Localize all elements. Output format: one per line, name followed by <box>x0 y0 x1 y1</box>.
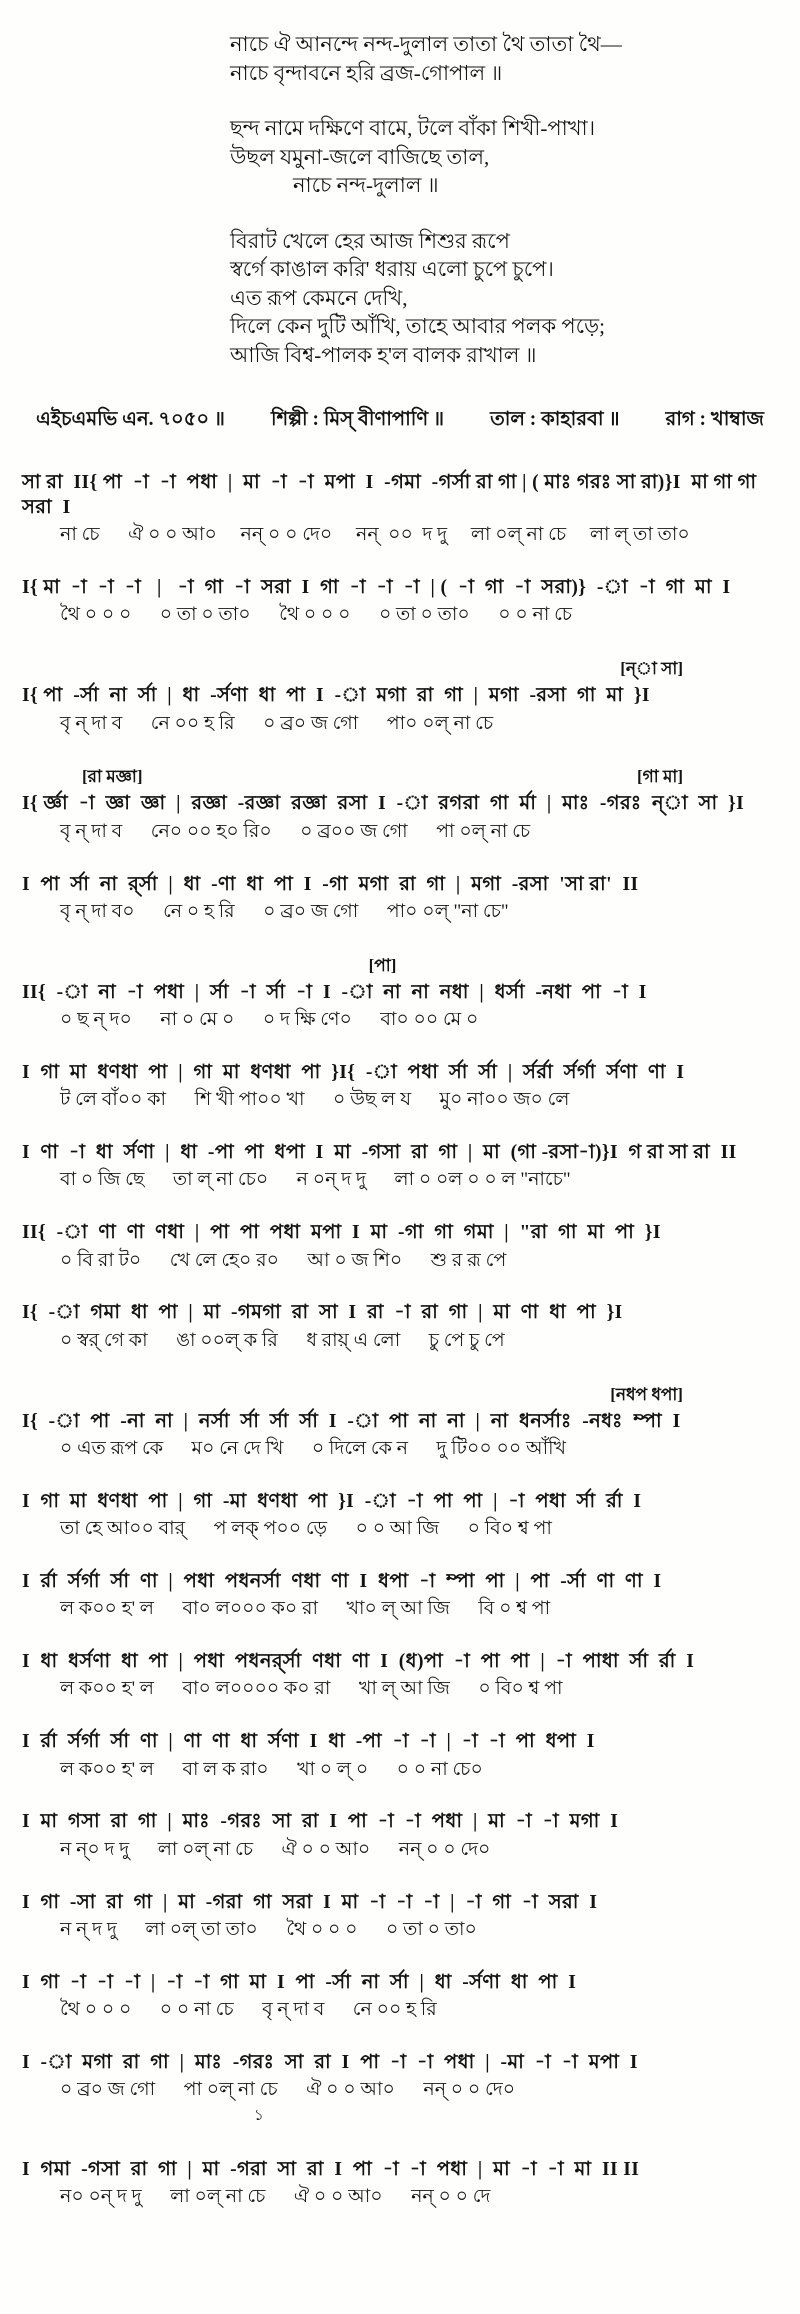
lyric-syllables-line: বৃ ন্ দা ব নে০ ০০ হ০ রি০ ০ ব্র০০ জ গো পা ০ল্ না চে <box>60 820 531 842</box>
record-info-line <box>36 405 764 437</box>
lyric-syllables-line: ট লে বাঁ০০ কা শি খী পা০০ খা ০ উছ ল য মু০ না০০ জ০ লে <box>60 1089 570 1111</box>
lyric-syllables-line: বৃ ন্ দা ব০ নে ০ হ রি ০ ব্র০ জ গো পা০ ০ল্ "না চে" <box>60 900 509 922</box>
lyric-line: স্বর্গে কাঙাল করি' ধরায় এলো চুপে চুপে। <box>230 257 554 282</box>
sargam-notes-line: I র্রা র্সর্গা র্সা ণা | ণা ণা ধা র্সণা I ধা -পা -া -া | -া -া পা ধপা I <box>22 1731 595 1753</box>
lyric-syllables-line: ল ক০০ হ' ল বা০ ল০০০০ ক০ রা খা ল্ আ জি ০ বি০ শ্ব পা <box>60 1678 563 1700</box>
octave-label: [নধপ ধপা] <box>610 1384 683 1404</box>
lyric-syllables-line: ল ক০০ হ' ল বা ল ক রা০ খা ০ ল্ ০ ০ ০ না চে০ <box>60 1758 483 1780</box>
sargam-notes-line: I{ র্জ্ঞা -া জ্ঞা জ্ঞা | রজ্ঞা -রজ্ঞা রজ্ঞা রসা I -া রগরা গা র্মা | মাঃ -গরঃ ন্া সা }I <box>22 793 745 815</box>
sargam-notes-line: I{ পা -র্সা না র্সা | ধা -র্সণা ধা পা I -া মগা রা গা | মগা -রসা গা মা }I <box>22 685 650 707</box>
lyric-line: ছন্দ নামে দক্ষিণে বামে, টলে বাঁকা শিখী-পাখা। <box>230 116 596 141</box>
notation-row <box>22 471 778 547</box>
sargam-notes-line: I গা মা ধণধা পা | গা মা ধণধা পা }I{ -া পধা র্সা র্সা | র্সর্রা র্সর্গা র্সণা ণা I <box>22 1061 685 1083</box>
sargam-notes-line: I গা -সা রা গা | মা -গরা গা সরা I মা -া -া -া | -া গা -া সরা I <box>22 1891 598 1913</box>
sargam-notes-line: I -া মগা রা গা | মাঃ -গরঃ সা রা I পা -া -া পধা | -মা -া -া মপা I <box>22 2051 638 2073</box>
sargam-notes-line: I পা র্সা না র্র্সা | ধা -ণা ধা পা I -গা মগা রা গা | মগা -রসা 'সা রা' II <box>22 873 639 895</box>
lyric-syllables-line: ন ন্০ দ দু লা ০ল্ না চে ঐ ০ ০ আ০ নন্ ০ ০ দে০ <box>60 1838 491 1860</box>
notation-row <box>22 2158 778 2209</box>
notation-row <box>22 1382 778 1461</box>
octave-label: [পা] <box>368 955 397 975</box>
taal-name: তাল : কাহারবা ॥ <box>490 409 620 431</box>
lyric-line: এত রূপ কেমনে দেখি, <box>230 285 408 310</box>
lyric-syllables-line: বা ০ জি ছে তা ল্ না চে০ ন ০ন্ দ দু লা ০ ০ল ০ ০ ল "নাচে" <box>60 1169 571 1191</box>
octave-label: [গা মা] <box>636 767 683 787</box>
sargam-notes-line: সা রা II{ পা -া -া পধা | মা -া -া মপা I -গমা -গর্সা রা গা | ( মাঃ গরঃ সা রা)}I মা গা গা সরা I <box>22 472 762 518</box>
stanza <box>230 227 778 370</box>
sargam-notes-line: I গমা -গসা রা গা | মা -গরা সা রা I পা -া -া পধা | মা -া -া মা II II <box>22 2159 640 2181</box>
lyric-syllables-line: থৈ ০ ০ ০ ০ ০ না চে বৃ ন্ দা ব নে ০০ হ রি <box>60 1999 437 2021</box>
sargam-notes-line: I মা গসা রা গা | মাঃ -গরঃ সা রা I পা -া -া পধা | মা -া -া মগা I <box>22 1811 619 1833</box>
lyric-line: উছল যমুনা-জলে বাজিছে তাল, <box>230 144 490 169</box>
lyric-syllables-line: ন ন্ দ দু লা ০ল্ তা তা০ থৈ ০ ০ ০ ০ তা ০ তা০ <box>60 1918 477 1940</box>
raag-name: রাগ : খাম্বাজ <box>665 409 764 431</box>
notation-row <box>22 2051 778 2129</box>
notation-row <box>22 1650 778 1701</box>
notation-row <box>22 1570 778 1621</box>
notation-row <box>22 764 778 843</box>
sargam-notes-line: I{ -া গমা ধা পা | মা -গমগা রা সা I রা -া রা গা | মা ণা ধা পা }I <box>22 1302 623 1324</box>
notation-row <box>22 953 778 1032</box>
footnote-mark: ১ <box>254 2108 264 2125</box>
notation-row <box>22 576 778 627</box>
lyric-syllables-line: ন০ ০ন্ দ দু লা ০ল্ না চে ঐ ০ ০ আ০ নন্ ০ ০ দে <box>60 2186 491 2208</box>
sargam-notes-line: I{ -া পা -না না | নর্সা র্সা র্সা র্সা I -া পা না না | না ধনর্সাঃ -নধঃ ম্পা I <box>22 1410 681 1432</box>
lyric-syllables-line: না চে ঐ ০ ০ আ০ নন্ ০ ০ দে০ নন্ ০০ দ দু লা ০ল্ না চে লা ল্ তা তা০ <box>60 524 690 546</box>
sargam-notes-line: I গা মা ধণধা পা | গা -মা ধণধা পা }I -া -া পা পা | -া পধা র্সা র্রা I <box>22 1490 642 1512</box>
stanza <box>230 114 778 200</box>
sargam-notes-line: I ণা -া ধা র্সণা | ধা -পা পা ধপা I মা -গসা রা গা | মা (গা -রসা-া)}I গ রা সা রা II <box>22 1142 737 1164</box>
notation-row <box>22 1301 778 1352</box>
lyric-syllables-line: থৈ ০ ০ ০ ০ তা ০ তা০ থৈ ০ ০ ০ ০ তা ০ তা০ ০ ০ না চে <box>60 604 573 626</box>
notation-body <box>22 471 778 2209</box>
notation-row <box>22 1730 778 1781</box>
sargam-notes-line: I গা -া -া -া | -া -া গা মা I পা -র্সা না র্সা | ধা -র্সণা ধা পা I <box>22 1971 577 1993</box>
octave-label: [ন্া সা] <box>620 659 683 679</box>
notation-row <box>22 1810 778 1861</box>
lyric-syllables-line: বৃ ন্ দা ব নে ০০ হ রি ০ ব্র০ জ গো পা০ ০ল্ না চে <box>60 712 494 734</box>
lyric-line: বিরাট খেলে হের আজ শিশুর রূপে <box>230 228 510 253</box>
sargam-notes-line: I{ মা -া -া -া | -া গা -া সরা I গা -া -া -া | ( -া গা -া সরা)} -া -া গা মা I <box>22 577 731 599</box>
lyric-line: আজি বিশ্ব-পালক হ'ল বালক রাখাল ॥ <box>230 342 537 367</box>
notation-row <box>22 656 778 735</box>
lyric-line: নাচে ঐ আনন্দে নন্দ-দুলাল তাতা থৈ তাতা থৈ— <box>230 32 622 56</box>
octave-label-line <box>22 656 778 684</box>
notation-row <box>22 1141 778 1192</box>
octave-label-line <box>22 953 778 981</box>
lyric-line: দিলে কেন দুটি আঁখি, তাহে আবার পলক পড়ে; <box>230 314 605 339</box>
stanza <box>230 30 778 87</box>
lyric-syllables-line: ০ ছ ন্ দ০ না ০ মে ০ ০ দ ক্ষি ণে০ বা০ ০০ মে ০ <box>60 1009 479 1031</box>
lyric-syllables-line: তা হে আ০০ বার্ প লক্ প০০ ড়ে ০ ০ আ জি ০ বি০ শ্ব পা <box>60 1518 552 1540</box>
lyric-syllables-line: ০ এত রূপ কে ম০ নে দে খি ০ দিলে কে ন দু টি০০ ০০ আঁখি <box>60 1437 567 1459</box>
notation-row <box>22 1490 778 1541</box>
notation-row <box>22 1971 778 2022</box>
notation-row <box>22 1061 778 1112</box>
notation-row <box>22 1891 778 1942</box>
song-lyrics-block <box>230 30 778 369</box>
sargam-notes-line: II{ -া ণা ণা ণধা | পা পা পধা মপা I মা -গা গা গমা | "রা গা মা পা }I <box>22 1222 661 1244</box>
artist-name: শিল্পী : মিস্ বীণাপাণি ॥ <box>270 409 445 431</box>
sargam-notes-line: I র্রা র্সর্গা র্সা ণা | পধা পধনর্সা ণধা ণা I ধপা -া ম্পা পা | পা -র্সা ণা ণা I <box>22 1570 662 1592</box>
octave-label-line <box>22 1382 778 1410</box>
lyric-line: নাচে বৃন্দাবনে হরি ব্রজ-গোপাল ॥ <box>230 60 503 85</box>
lyric-syllables-line: ০ বি রা ট০ খে লে হে০ র০ আ ০ জ শি০ শু র রূ পে <box>60 1249 507 1271</box>
sargam-notes-line: I ধা ধর্সণা ধা পা | পধা পধনর্র্সা ণধা ণা I (ধ)পা -া পা পা | -া পাধা র্সা র্রা I <box>22 1651 695 1673</box>
lyric-syllables-line: ০ স্বর্ গে কা ঙা ০০ল্ ক রি ধ রায়্ এ লো চু পে চু পে <box>60 1329 505 1351</box>
octave-label-line <box>22 764 778 792</box>
notation-row <box>22 1221 778 1272</box>
sargam-notes-line: II{ -া না -া পধা | র্সা -া র্সা -া I -া না না নধা | ধর্সা -নধা পা -া I <box>22 981 647 1003</box>
octave-label: [রা মজ্ঞা] <box>82 767 143 787</box>
lyric-syllables-line: ল ক০০ হ' ল বা০ ল০০০ ক০ রা খা০ ল্ আ জি বি ০ শ্ব পা <box>60 1598 551 1620</box>
lyric-syllables-line: ০ ব্র০ জ গো পা ০ল্ না চে ঐ ০ ০ আ০ নন্ ০ ০ দে০ <box>60 2079 516 2101</box>
notation-row <box>22 873 778 924</box>
lyric-line: নাচে নন্দ-দুলাল ॥ <box>230 173 439 198</box>
record-number: এইচএমভি এন. ৭০৫০ ॥ <box>36 409 225 431</box>
